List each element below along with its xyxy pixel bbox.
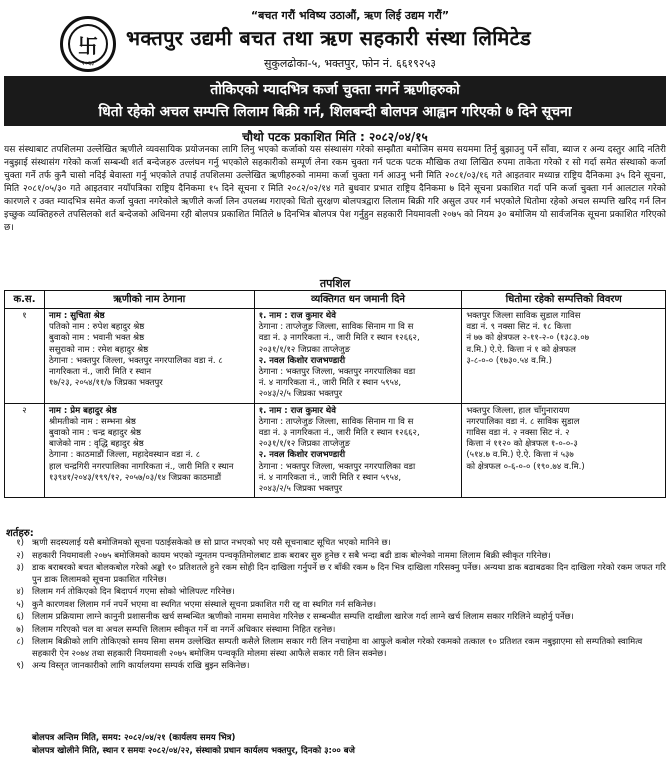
term-number: ९) — [16, 661, 24, 671]
guarantor-line: वडा नं. ३ नागरिकता नं., जारी मिति र स्थान १२६६२, — [258, 333, 420, 344]
term-number: २) — [16, 550, 24, 561]
list-item — [6, 625, 666, 637]
organization-address: सुकुलढोका-५, भक्तपुर, फोन नं. ६६१९२५३ — [263, 57, 437, 70]
term-number: ७) — [16, 624, 24, 635]
guarantor-line: वडा नं. ३ नागरिकता नं., जारी मिति र स्थान १२६६२, — [258, 428, 420, 439]
guarantor-line: १. नाम : राज कुमार थेवे — [258, 405, 336, 416]
debtor-line: ठेगाना : काठमाडौं जिल्ला, महादेवस्थान वडा नं. ८ — [48, 450, 201, 461]
debtor-line: नाम : सुचिता श्रेष्ठ — [48, 311, 105, 321]
term-number: ६) — [16, 612, 24, 622]
term-number: ४) — [16, 587, 24, 597]
term-number: ५) — [16, 599, 24, 610]
debtor-line: श्रीमतीको नाम : सम्भना श्रेष्ठ — [48, 416, 136, 427]
table-row — [5, 403, 666, 498]
debtor-line: १३९४१/२०४३/१९९/१२, २०५७/०३/१४ जिप्रका काठमाडौं — [48, 472, 222, 483]
term-text: लिलाम प्रक्रियामा लाग्ने कानुनी प्रशासनीक खर्च सम्बन्धित ऋणीको नाममा समावेश गरिनेछ र सम्बन्धीत सम्पत्ति दाखीला खारेज गर्दा लाग्ने खर्च लिलाम सकार गरिलिने व्यहोर्नु पर्नेछ। — [32, 612, 574, 622]
collateral-line: (५१४.७ व.मि.) ऐ.ऐ. कित्ता नं ५३७ — [466, 450, 574, 461]
collateral-line: नगरपालिका वडा नं. ८ साविक सुडाल — [466, 416, 580, 427]
guarantor-line: ठेगाना : ताप्लेजुङ जिल्ला, साविक सिनाम गा वि स — [258, 416, 414, 427]
organization-name: भक्तपुर उद्यमी बचत तथा ऋण सहकारी संस्था लिमिटेड — [126, 26, 532, 50]
guarantor-line: २०४३/२/५ जिप्रका भक्तपुर — [258, 484, 343, 495]
notice-banner — [4, 76, 666, 126]
list-item — [6, 551, 666, 563]
debtor-line: नागरिकता नं., जारी मिति र स्थान — [48, 367, 152, 378]
list-item — [6, 600, 666, 612]
list-item — [6, 612, 666, 624]
intro-paragraph: यस संस्थाबाट तपशिलमा उल्लेखित ऋणीले व्यवसायिक प्रयोजनका लागि लिनु भएको कर्जाको यस संस्थासंग गरेको सम्झौता बमोजिम समय सयममा तिर्नु बुझाउनु पर्ने साँवा, ब्याज र अन्य दस्तुर आदि नतिरी नबुझाई संस्थासंग गरेको कर्जा सम्बन्धी शर्त बन्देजहरु उल्लंघन गर्नु भएकोले सहकारीको सम्पूर्ण लेना रकम चुक्ता गर्न पटक पटक मौखिक तथा लिखित रुपमा ताकेता गरेको र सो गर्दा समेत संस्थाको कर्जा चुक्ता गर्ने तर्फ कुनै चासो नदिई बेवास्ता गर्नु भएकोले तपाई तपशिलमा उल्लेखित ऋणीहरुको नाममा कर्जा चुक्ता गर्न आउनु भनी मिति २०८१/०३/१६ गते आइतवार मध्यान्न राष्ट्रिय दैनिकमा ३५ दिने सूचना, मिति २०८१/०५/३० गते आइतवार नयाँपत्रिका राष्ट्रिय दैनिकमा १५ दिने सूचना र मिति २०८२/०२/१४ गते बुधवार प्रभात राष्ट्रिय दैनिकमा ७ दिने सूचना प्रकाशित गर्दा पनि कर्जा चुक्ता गर्न आलटाल गरेको कारणले र उक्त म्यादभित्र समेत कर्जा चुक्ता नगरेकोले ऋणीले कर्जा लिन उपलब्ध गराएको धितो सुरक्षण बोलपत्रद्वारा लिलाम बिक्री गरि असुल उपर गर्न भएकोले धितोमा रहेको अचल सम्पत्ति खरिद गर्न लिन इच्छुक व्यक्तिहरुले तपसिलको शर्त बन्देजको अधिनमा रही बोलपत्र प्रकाशित मितिले ७ दिनभित्र बोलपत्र पेश गर्नुहुन सहकारी नियमावली २०७५ को नियम ३० बमोजिम यो सार्वजनिक सूचना प्रकाशित गरिएको छ। — [4, 145, 666, 233]
banner-line-2: धितो रहेको अचल सम्पत्ति लिलाम बिक्री गर्न, शिलबन्दी बोलपत्र आह्वान गरिएको ७ दिने सूचना — [98, 104, 572, 120]
term-number: ३) — [16, 563, 24, 573]
term-text: लिलाम गरिएको चल वा अचल सम्पत्ति लिलाम स्वीकृत गर्ने वा नगर्ने अधिकार संस्थामा निहित रहनेछ। — [32, 624, 336, 635]
term-text: लिलाम बिक्रीको लागि तोकिएको समय सिमा समम उल्लेखित सम्पती कसैले लिलाम सकार गरी लिन नचाहेमा वा आफुले कबोल गरेको रकमको तत्काल १० प्रतिशत रकम नबुझाएमा सो सम्पतिको स्वामित्व सहकारी ऐन २०७४ तथा सहकारी नियमावली २०७५ बमोजिम पन्चकृति मोलमा संस्था आफैले सकार गरी लिन सक्नेछ। — [32, 637, 643, 659]
terms-title: शर्तहरु: — [6, 528, 34, 539]
collateral-line: भक्तपुर जिल्ला, हाल चाँगुनारायण — [466, 405, 570, 416]
list-item — [6, 661, 666, 673]
guarantor-cell — [254, 403, 462, 498]
list-item — [6, 538, 666, 550]
row-sn: २ — [5, 403, 45, 498]
term-number: १) — [16, 538, 24, 548]
collateral-line: कित्ता नं ११२० को क्षेत्रफल १-०-०-३ — [466, 439, 578, 450]
guarantor-line: ठेगाना : ताप्लेजुङ जिल्ला, साविक सिनाम गा वि स — [258, 322, 414, 333]
collateral-line: वडा नं. ९ नक्सा सिट नं. १८ कित्ता — [466, 322, 572, 333]
debtor-line: १७/२३, २०५४/११/७ जिप्रका भक्तपुर — [48, 378, 163, 389]
list-item — [6, 587, 666, 599]
bid-opening-info: बोलपत्र खोलीने मिति, स्थान र समयः २०८२/०४/२२, संस्थाको प्रधान कार्यलय भक्तपुर, दिनको ३:०० बजे — [32, 746, 355, 756]
debtor-line: बाजेको नाम : वृद्धि बहादुर श्रेष्ठ — [48, 439, 144, 450]
debtor-line: हाल चन्द्रगिरी नगरपालिका नागरिकता नं., जारी मिति र स्थान — [48, 461, 234, 472]
row-sn: १ — [5, 309, 45, 404]
term-text: कुनै कारणवश लिलाम गर्न नपर्ने भएमा वा स्थगित भएमा संस्थाले सूचना प्रकाशित गरी रद्द वा स्थगित गर्न सकिनेछ। — [32, 599, 377, 610]
term-text: डाक बराबरको बचत बोलकबोल गरेको अङ्को १० प्रतिशतले हुने रकम सोही दिन दाखिला गर्नुपर्ने छ र बाँकी रकम ७ दिन भित्र दाखिला गरिसक्नु पर्नेछ। अन्यथा डाक बढाबढका दिन दाखिला गरेको रकम जफत गरि पुन डाक लिलामको सूचना प्रकाशित गरिनेछ। — [32, 563, 666, 585]
collateral-line: गाविस वडा नं. २ नक्सा सिट नं. २ — [466, 428, 570, 439]
annex-title: तपशिल — [319, 277, 351, 290]
bid-submission-deadline: बोलपत्र अन्तिम मिति, समय: २०८२/०४/२१ (कार्यलय समय भित्र) — [32, 733, 236, 743]
table-header-row — [5, 291, 666, 309]
collateral-line: ३-८-०-० (१७३०.५४ व.मि.) — [466, 355, 552, 366]
collateral-cell — [462, 403, 666, 498]
slogan: “बचत गरौं भविष्य उठाऔं, ऋण लिई उद्यम गरौं” — [250, 9, 450, 22]
guarantor-line: ठेगाना : भक्तपुर जिल्ला, भक्तपुर नगरपालिका वडा — [258, 367, 416, 378]
debtor-line: ठेगाना : भक्तपुर जिल्ला, भक्तपुर नगरपालिका वडा नं. ८ — [48, 355, 223, 366]
guarantor-line: २०४३/२/५ जिप्रका भक्तपुर — [258, 389, 343, 400]
debtor-line: नाम : प्रेम बहादुर श्रेष्ठ — [48, 405, 117, 416]
collateral-line: भक्तपुर जिल्ला साविक सुडाल गाविस — [466, 311, 581, 321]
terms-list — [6, 538, 666, 674]
collateral-cell — [462, 309, 666, 404]
guarantor-line: २. नवल किशोर राजभण्डारी — [258, 355, 346, 366]
organization-logo — [60, 16, 116, 72]
col-header-sn: क.स. — [5, 291, 45, 309]
collateral-line: व.मि.) ऐ.ऐ. कित्ता नं १ को क्षेत्रफल — [466, 344, 576, 355]
list-item — [6, 637, 666, 660]
col-header-collateral: धितोमा रहेको सम्पत्तिको विवरण — [462, 291, 666, 309]
collateral-line: नं ७७ को क्षेत्रफल २-११-२-० (१३८३.०७ — [466, 333, 590, 344]
publication-date: चौथो पटक प्रकाशित मिति : २०८२/०४/१५ — [242, 130, 428, 144]
col-header-debtor: ऋणीको नाम ठेगाना — [44, 291, 254, 309]
col-header-guarantor: व्यक्तिगत धन जमानी दिने — [254, 291, 462, 309]
debtor-table — [4, 290, 666, 498]
term-number: ८) — [16, 637, 24, 647]
collateral-line: को क्षेत्रफल ०-६-०-० (१९०.७४ व.मि.) — [466, 461, 585, 472]
guarantor-line: २. नवल किशोर राजभण्डारी — [258, 450, 346, 461]
guarantor-line: १. नाम : राज कुमार थेवे — [258, 311, 336, 321]
list-item — [6, 563, 666, 586]
debtor-line: पतिको नाम : रुपेश बहादुर श्रेष्ठ — [48, 322, 145, 333]
guarantor-line: ठेगाना : भक्तपुर जिल्ला, भक्तपुर नगरपालिका वडा — [258, 461, 416, 472]
guarantor-cell — [254, 309, 462, 404]
term-text: ऋणी सदस्यलाई यसै बमोजिमको सूचना पठाईसकेको छ सो प्राप्त नभएको भए यसै सूचनाबाट सूचित भएको मानिने छ। — [32, 538, 391, 548]
logo-year: २०६३ — [81, 60, 95, 67]
term-text: लिलाम गर्न तोकिएको दिन बिदापर्न गएमा सोको भोलिपल्ट गरिनेछ। — [32, 587, 235, 597]
debtor-line: बुवाको नाम : भवानी भक्त श्रेष्ठ — [48, 333, 145, 344]
guarantor-line: २०३१/१/१२ जिप्रका ताप्लेजुङ — [258, 344, 351, 355]
debtor-cell — [44, 403, 254, 498]
term-text: सहकारी नियमावली २०७५ बमोजिमको कायम भएको न्यूनतम पन्चकृतिमोलबाट डाक बराबर सुरु हुनेछ र सबै भन्दा बढी डाक बोल्नेको नाममा लिलाम बिक्री स्वीकृत गरिनेछ। — [32, 550, 551, 561]
guarantor-line: २०३१/१/१२ जिप्रका ताप्लेजुङ — [258, 439, 351, 450]
debtor-cell — [44, 309, 254, 404]
debtor-line: ससुराको नाम : रमेश बहादुर श्रेष्ठ — [48, 344, 149, 355]
guarantor-line: नं. ४ नागरिकता नं., जारी मिति र स्थान ५९५४, — [258, 378, 402, 389]
table-row — [5, 309, 666, 404]
debtor-line: बुवाको नाम : चन्द्र बहादुर श्रेष्ठ — [48, 428, 141, 439]
guarantor-line: नं. ४ नागरिकता नं., जारी मिति र स्थान ५९५४, — [258, 472, 402, 483]
term-text: अन्य विस्तृत जानकारीको लागि कार्यालयमा सम्पर्क राखि बुझ्न सकिनेछ। — [32, 661, 250, 671]
swastika-icon: 卐 — [68, 24, 108, 64]
banner-line-1: तोकिएको म्यादभित्र कर्जा चुक्ता नगर्ने ऋणीहरुको — [210, 82, 460, 98]
